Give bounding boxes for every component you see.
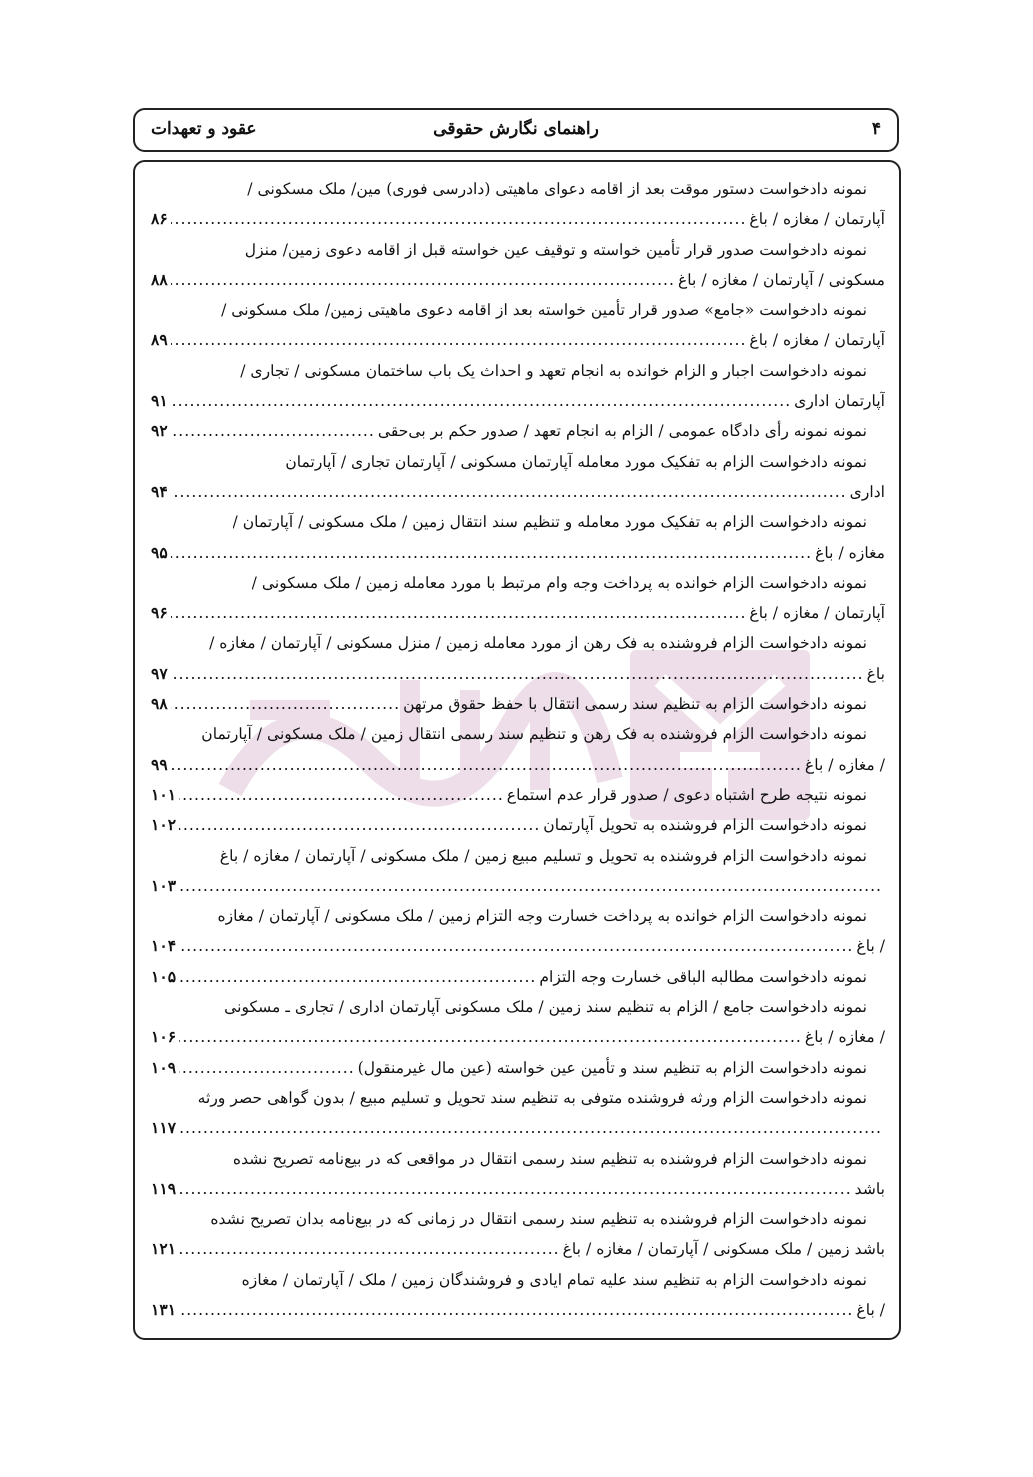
toc-page-number: ۸۹ xyxy=(151,330,168,350)
toc-page-number: ۹۴ xyxy=(151,481,168,501)
toc-entry xyxy=(149,174,885,235)
toc-entry-line xyxy=(149,538,885,568)
toc-entry-title: باشد زمین / ملک مسکونی / آپارتمان / مغازه / باغ xyxy=(562,1240,885,1259)
toc-entry-title: نمونه دادخواست الزام به تنظیم سند علیه تمام ایادی و فروشندگان زمین / ملک / آپارتمان / مغازه xyxy=(241,1270,867,1289)
toc-entry-title: نمونه دادخواست الزام ورثه فروشنده متوفی به تنظیم سند تحویل و تسلیم مبیع / بدون گواهی حصر ورثه xyxy=(197,1088,867,1107)
toc-entry-title: اداری xyxy=(849,482,885,501)
toc-entry-line xyxy=(149,447,885,477)
toc-entry-title: نمونه دادخواست اجبار و الزام خوانده به انجام تعهد و احداث یک باب ساختمان مسکونی / تجاری / xyxy=(240,361,867,380)
toc-entry xyxy=(149,841,885,902)
toc-entry-line xyxy=(149,1174,885,1204)
toc-entry-title: نمونه دادخواست الزام به تفکیک مورد معامله آپارتمان مسکونی / آپارتمان تجاری / آپارتمان xyxy=(285,452,867,471)
toc-entry-title: نمونه دادخواست مطالبه الباقی خسارت وجه التزام xyxy=(539,967,867,986)
toc-entry xyxy=(149,1083,885,1144)
toc-entry xyxy=(149,689,885,719)
toc-entry xyxy=(149,628,885,689)
toc-entry-line xyxy=(149,780,885,810)
page-number: ۴ xyxy=(871,119,881,139)
toc-entry-title: نمونه نمونه رأی دادگاه عمومی / الزام به انجام تعهد / صدور حکم بر بی‌حقی xyxy=(377,422,867,441)
toc-entry-line xyxy=(149,356,885,386)
toc-entry-title: نمونه دادخواست الزام فروشنده به تحویل و تسلیم مبیع زمین / ملک مسکونی / آپارتمان / مغازه / باغ xyxy=(219,846,867,865)
dot-leader xyxy=(171,204,747,234)
toc-entry-line xyxy=(149,295,885,325)
toc-entry-line xyxy=(149,1113,885,1143)
toc-entry-title: آپارتمان / مغازه / باغ xyxy=(749,210,885,229)
book-title: راهنمای نگارش حقوقی xyxy=(433,119,599,139)
toc-entry-line xyxy=(149,1144,885,1174)
dot-leader xyxy=(171,538,812,568)
toc-entry-line xyxy=(149,568,885,598)
toc-entry-title: / باغ xyxy=(856,1300,885,1319)
toc-entry xyxy=(149,1053,885,1083)
toc-entry xyxy=(149,901,885,962)
dot-leader xyxy=(179,1113,882,1143)
toc-entry-line xyxy=(149,841,885,871)
dot-leader xyxy=(171,689,400,719)
toc-entry xyxy=(149,568,885,629)
toc-entry-line xyxy=(149,386,885,416)
toc-entry-line xyxy=(149,507,885,537)
toc-page-number: ۱۰۱ xyxy=(151,784,177,804)
toc-entry-title: نمونه دادخواست دستور موقت بعد از اقامه دعوای ماهیتی (دادرسی فوری) مین/ ملک مسکونی / xyxy=(247,180,867,198)
dot-leader xyxy=(179,780,504,810)
toc-entry-title: نمونه دادخواست الزام فروشنده به تحویل آپارتمان xyxy=(543,816,867,835)
toc-entry-line xyxy=(149,265,885,295)
toc-entry-line xyxy=(149,810,885,840)
toc-entry xyxy=(149,1265,885,1326)
dot-leader xyxy=(179,1053,355,1083)
toc-entry-line xyxy=(149,628,885,658)
toc-entry-line xyxy=(149,204,885,234)
toc-entry-line xyxy=(149,1295,885,1325)
toc-entry-line xyxy=(149,750,885,780)
toc-entry-title: مغازه / باغ xyxy=(815,543,885,562)
toc-entry-line xyxy=(149,416,885,446)
toc-entry-title: مسکونی / آپارتمان / مغازه / باغ xyxy=(677,270,885,289)
toc-entry-title: / مغازه / باغ xyxy=(804,1028,885,1047)
toc-page-number: ۹۷ xyxy=(151,663,168,683)
toc-entry xyxy=(149,295,885,356)
toc-entry xyxy=(149,1204,885,1265)
toc-entry-line xyxy=(149,1234,885,1264)
toc-entry-title: آپارتمان اداری xyxy=(794,392,885,411)
toc-entry-title: نمونه دادخواست الزام خوانده به پرداخت خسارت وجه التزام زمین / ملک مسکونی / آپارتمان / مغازه xyxy=(217,907,867,926)
dot-leader xyxy=(171,598,747,628)
dot-leader xyxy=(179,1295,853,1325)
toc-entry xyxy=(149,507,885,568)
toc-entry-title: نمونه دادخواست الزام فروشنده به تنظیم سند رسمی انتقال در مواقعی که در بیع‌نامه تصریح نشده xyxy=(232,1149,867,1168)
toc-entry xyxy=(149,235,885,296)
toc-page-number: ۱۳۱ xyxy=(151,1299,177,1319)
toc-entry-line xyxy=(149,1083,885,1113)
toc-entry-title: / باغ xyxy=(856,937,885,956)
toc-page-number: ۸۸ xyxy=(151,269,168,289)
page-header xyxy=(133,108,899,152)
toc-entry-line xyxy=(149,931,885,961)
toc-entry-line xyxy=(149,901,885,931)
toc-entry-title: نمونه دادخواست الزام به تنظیم سند رسمی انتقال با حفظ حقوق مرتهن xyxy=(403,695,867,714)
toc-entry-title: نمونه دادخواست الزام خوانده به پرداخت وجه وام مرتبط با مورد معامله زمین / ملک مسکونی / xyxy=(251,573,867,592)
toc-entry-title: نمونه دادخواست صدور قرار تأمین خواسته و توقیف عین خواسته قبل از اقامه دعوی زمین/ منزل xyxy=(244,240,867,259)
toc-entry-line xyxy=(149,598,885,628)
toc-page-number: ۱۰۵ xyxy=(151,966,177,986)
toc-entry-title: نمونه دادخواست الزام به تنظیم سند و تأمین عین خواسته (عین مال غیرمنقول) xyxy=(357,1058,867,1077)
dot-leader xyxy=(171,750,802,780)
toc-entry-line xyxy=(149,477,885,507)
toc-entry xyxy=(149,1144,885,1205)
toc-page-number: ۱۰۳ xyxy=(151,875,177,895)
toc-entry-line xyxy=(149,1204,885,1234)
toc-page-number: ۹۲ xyxy=(151,421,168,441)
dot-leader xyxy=(179,1234,559,1264)
toc-entry xyxy=(149,356,885,417)
toc-entry-line xyxy=(149,689,885,719)
toc-entry-line xyxy=(149,659,885,689)
dot-leader xyxy=(171,659,864,689)
toc-entry-title: نمونه دادخواست الزام فروشنده به فک رهن و تنظیم سند رسمی انتقال زمین / ملک مسکونی / آپارتمان xyxy=(201,725,867,744)
toc-entry-title: باشد xyxy=(854,1179,885,1198)
toc-page-number: ۹۸ xyxy=(151,694,168,714)
toc-entry xyxy=(149,447,885,508)
toc-page-number: ۱۰۴ xyxy=(151,936,177,956)
dot-leader xyxy=(179,810,540,840)
toc-entry xyxy=(149,810,885,840)
toc-page-number: ۱۲۱ xyxy=(151,1239,177,1259)
toc-page-number: ۹۱ xyxy=(151,391,168,411)
toc-entry-line xyxy=(149,871,885,901)
toc-page-number: ۱۰۹ xyxy=(151,1057,177,1077)
table-of-contents xyxy=(133,160,901,1340)
toc-page-number: ۱۱۷ xyxy=(151,1118,177,1138)
dot-leader xyxy=(179,1174,852,1204)
toc-page-number: ۱۱۹ xyxy=(151,1178,177,1198)
toc-entry xyxy=(149,416,885,446)
toc-entry xyxy=(149,780,885,810)
toc-entry-line xyxy=(149,174,885,204)
dot-leader xyxy=(171,386,791,416)
dot-leader xyxy=(179,1022,802,1052)
toc-entry-line xyxy=(149,719,885,749)
dot-leader xyxy=(171,325,747,355)
toc-entry-line xyxy=(149,992,885,1022)
toc-entry-title: / مغازه / باغ xyxy=(804,755,885,774)
dot-leader xyxy=(171,477,847,507)
toc-entry-line xyxy=(149,1053,885,1083)
dot-leader xyxy=(179,871,882,901)
toc-entry-title: آپارتمان / مغازه / باغ xyxy=(749,604,885,623)
chapter-title: عقود و تعهدات xyxy=(151,119,257,139)
toc-entry-line xyxy=(149,325,885,355)
toc-page-number: ۱۰۶ xyxy=(151,1027,177,1047)
toc-entry-title: نمونه دادخواست الزام فروشنده به تنظیم سند رسمی انتقال در زمانی که در بیع‌نامه بدان تصریح نشده xyxy=(210,1210,867,1229)
toc-entry-title: نمونه دادخواست جامع / الزام به تنظیم سند زمین / ملک مسکونی آپارتمان اداری / تجاری ـ مسکونی xyxy=(224,998,867,1017)
toc-page-number: ۹۹ xyxy=(151,754,168,774)
toc-page-number: ۸۶ xyxy=(151,209,168,229)
toc-entry-line xyxy=(149,1022,885,1052)
toc-page-number: ۹۶ xyxy=(151,603,168,623)
toc-entry-title: نمونه نتیجه طرح اشتباه دعوی / صدور قرار عدم استماع xyxy=(506,785,867,804)
toc-entry xyxy=(149,992,885,1053)
dot-leader xyxy=(171,416,375,446)
toc-entry xyxy=(149,962,885,992)
dot-leader xyxy=(179,962,536,992)
toc-page-number: ۹۵ xyxy=(151,542,168,562)
toc-entry-line xyxy=(149,235,885,265)
toc-entry-title: نمونه دادخواست «جامع» صدور قرار تأمین خواسته بعد از اقامه دعوی ماهیتی زمین/ ملک مسکونی / xyxy=(221,301,867,320)
toc-entry-line xyxy=(149,1265,885,1295)
toc-page-number: ۱۰۲ xyxy=(151,815,177,835)
dot-leader xyxy=(179,931,853,961)
toc-entry-title: آپارتمان / مغازه / باغ xyxy=(749,331,885,350)
toc-entry xyxy=(149,719,885,780)
dot-leader xyxy=(171,265,675,295)
toc-entry-title: نمونه دادخواست الزام به تفکیک مورد معامله و تنظیم سند انتقال زمین / ملک مسکونی / آپارتمان / xyxy=(232,513,867,532)
toc-entry-title: نمونه دادخواست الزام فروشنده به فک رهن از مورد معامله زمین / منزل مسکونی / آپارتمان / مغازه / xyxy=(209,634,867,653)
toc-entry-title: باغ xyxy=(866,664,885,683)
toc-entry-line xyxy=(149,962,885,992)
